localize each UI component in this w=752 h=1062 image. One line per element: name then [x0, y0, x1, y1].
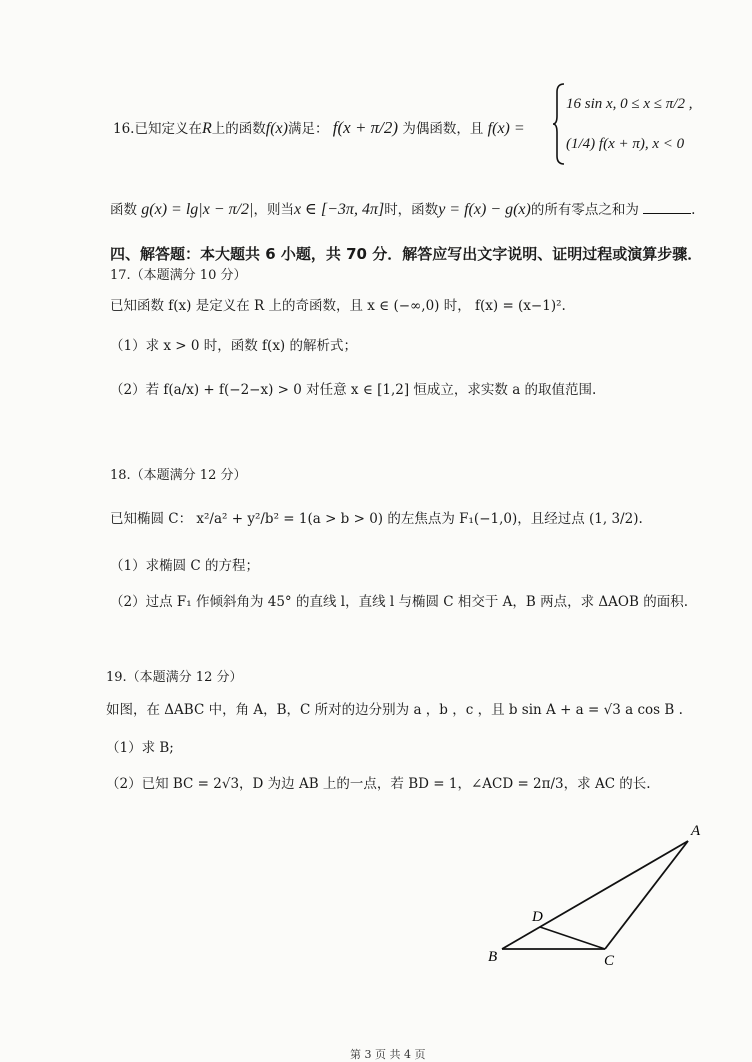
q16-prefix: 16.已知定义在: [113, 121, 202, 137]
label-C: C: [604, 953, 615, 969]
q16-f-shift: f(x + π/2): [332, 118, 399, 137]
q17-header: 17.（本题满分 10 分）: [110, 268, 247, 283]
q19-part1: （1）求 B;: [106, 740, 174, 756]
q18-header: 18.（本题满分 12 分）: [110, 468, 247, 483]
piecewise-brace: [552, 82, 566, 166]
q16-line2-prefix: 函数: [110, 202, 137, 218]
q16-fx: f(x): [265, 120, 288, 137]
q19-part2: （2）已知 BC = 2√3，D 为边 AB 上的一点，若 BD = 1，∠ACD = 2π/3，求 AC 的长.: [106, 776, 651, 792]
q16-mid3: 为偶函数，且: [402, 121, 484, 137]
segment-DC: [540, 927, 605, 949]
q16-mid2: 满足：: [287, 121, 329, 137]
q16-y-def: y = f(x) − g(x): [438, 201, 531, 218]
q16-end: .: [691, 202, 696, 218]
q16-piece1: 16 sin x, 0 ≤ x ≤ π/2 ,: [566, 96, 693, 112]
q17-part2: （2）若 f(a/x) + f(−2−x) > 0 对任意 x ∈ [1,2] 恒成立，求实数 a 的取值范围.: [110, 382, 597, 398]
side-AC: [605, 841, 688, 949]
answer-blank: [643, 200, 691, 214]
q17-stem: 已知函数 f(x) 是定义在 R 上的奇函数，且 x ∈ (−∞,0) 时， f(x) = (x−1)².: [110, 298, 566, 314]
page-footer: 第 3 页 共 4 页: [350, 1048, 426, 1061]
q16-line2-mid2: 时，函数: [384, 202, 439, 218]
q16-R: R: [201, 120, 212, 137]
section-heading: 四、解答题：本大题共 6 小题，共 70 分．解答应写出文字说明、证明过程或演算步骤．: [110, 245, 703, 263]
label-B: B: [488, 949, 498, 965]
q18-part1: （1）求椭圆 C 的方程；: [110, 558, 260, 574]
q16-line2-mid: ，则当: [253, 202, 294, 218]
q16-g-def: g(x) = lg|x − π/2|: [141, 201, 254, 218]
q17-part1: （1）求 x > 0 时，函数 f(x) 的解析式；: [110, 338, 357, 354]
label-A: A: [691, 823, 701, 839]
q16-line2-suffix: 的所有零点之和为: [530, 202, 639, 218]
label-D: D: [532, 909, 543, 925]
triangle-figure: [480, 815, 720, 975]
q16-line1: [113, 118, 525, 139]
q16-mid1: 上的函数: [211, 121, 266, 137]
q16-line2: [110, 200, 695, 220]
q16-piece2: (1/4) f(x + π), x < 0: [566, 136, 685, 152]
side-BA: [502, 841, 688, 949]
q18-part2: （2）过点 F₁ 作倾斜角为 45° 的直线 l，直线 l 与椭圆 C 相交于 A，B 两点，求 ΔAOB 的面积.: [110, 594, 688, 610]
q19-header: 19.（本题满分 12 分）: [106, 670, 243, 685]
q19-stem: 如图，在 ΔABC 中，角 A，B，C 所对的边分别为 a ，b ，c ，且 b sin A + a = √3 a cos B .: [106, 702, 683, 718]
q16-f-def-left: f(x) =: [487, 120, 525, 137]
q16-interval: x ∈ [−3π, 4π]: [293, 201, 385, 218]
q18-stem: 已知椭圆 C： x²/a² + y²/b² = 1(a > b > 0) 的左焦点为 F₁(−1,0)，且经过点 (1, 3/2).: [110, 511, 643, 527]
